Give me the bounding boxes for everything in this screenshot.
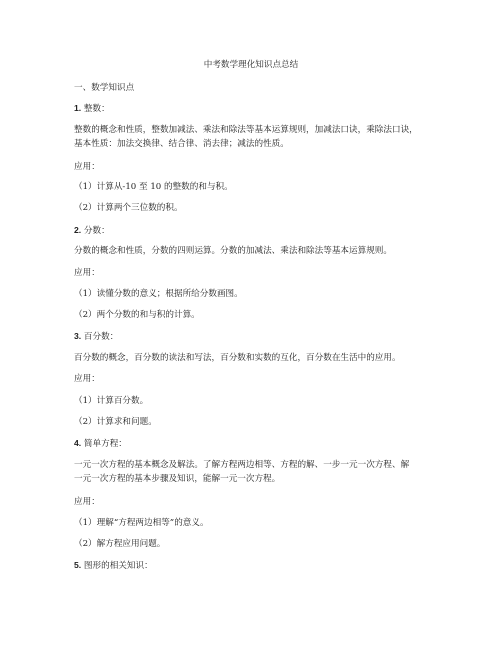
subsection-equations-heading	[74, 437, 442, 451]
subsection-integers-heading	[74, 102, 442, 116]
subsection-title: 简单方程：	[83, 439, 127, 449]
list-item: （2）计算两个三位数的积。	[74, 203, 183, 213]
paragraph-line: 一元一次方程的基本步骤及知识，能解一元一次方程。	[74, 474, 281, 484]
subsection-title: 整数：	[83, 104, 110, 114]
paragraph-line: 整数的概念和性质，整数加减法、乘法和除法等基本运算规则，加减法口诀，乘除法口诀，	[74, 125, 418, 135]
paragraph-line: 一元一次方程的基本概念及解法。了解方程两边相等、方程的解、一步一元一次方程、解	[74, 460, 410, 470]
list-item: （2）计算求和问题。	[74, 417, 157, 427]
subsection-geometry-heading	[74, 559, 442, 573]
paragraph-line: 基本性质：加法交换律、结合律、消去律；减法的性质。	[74, 139, 289, 149]
subsection-title: 分数：	[83, 226, 110, 236]
subsection-number: 4.	[74, 438, 82, 448]
subsection-title: 百分数：	[83, 332, 119, 342]
subsection-title: 图形的相关知识：	[83, 561, 153, 571]
subsection-number: 2.	[74, 225, 82, 235]
application-label: 应用：	[74, 162, 100, 172]
subsection-number: 1.	[74, 103, 82, 113]
subsection-fractions-heading	[74, 224, 442, 238]
section-heading-math: 一、数学知识点	[74, 83, 135, 93]
list-item: （2）解方程应用问题。	[74, 539, 166, 549]
subsection-number: 5.	[74, 560, 82, 570]
application-label: 应用：	[74, 374, 100, 384]
application-label: 应用：	[74, 497, 100, 507]
list-item: （2）两个分数的和与积的计算。	[74, 310, 200, 320]
list-item: （1）计算百分数。	[74, 396, 149, 406]
paragraph-line: 分数的概念和性质，分数的四则运算。分数的加减法、乘法和除法等基本运算规则。	[74, 246, 392, 256]
application-label: 应用：	[74, 268, 100, 278]
subsection-percentages-heading	[74, 330, 442, 344]
list-item: （1）读懂分数的意义；根据所给分数画图。	[74, 289, 243, 299]
subsection-number: 3.	[74, 331, 82, 341]
list-item: （1）计算从-10 至 10 的整数的和与积。	[74, 182, 233, 192]
list-item: （1）理解“方程两边相等”的意义。	[74, 518, 209, 528]
document-title: 中考数学理化知识点总结	[203, 60, 299, 70]
paragraph-line: 百分数的概念，百分数的读法和写法，百分数和实数的互化，百分数在生活中的应用。	[74, 353, 401, 363]
